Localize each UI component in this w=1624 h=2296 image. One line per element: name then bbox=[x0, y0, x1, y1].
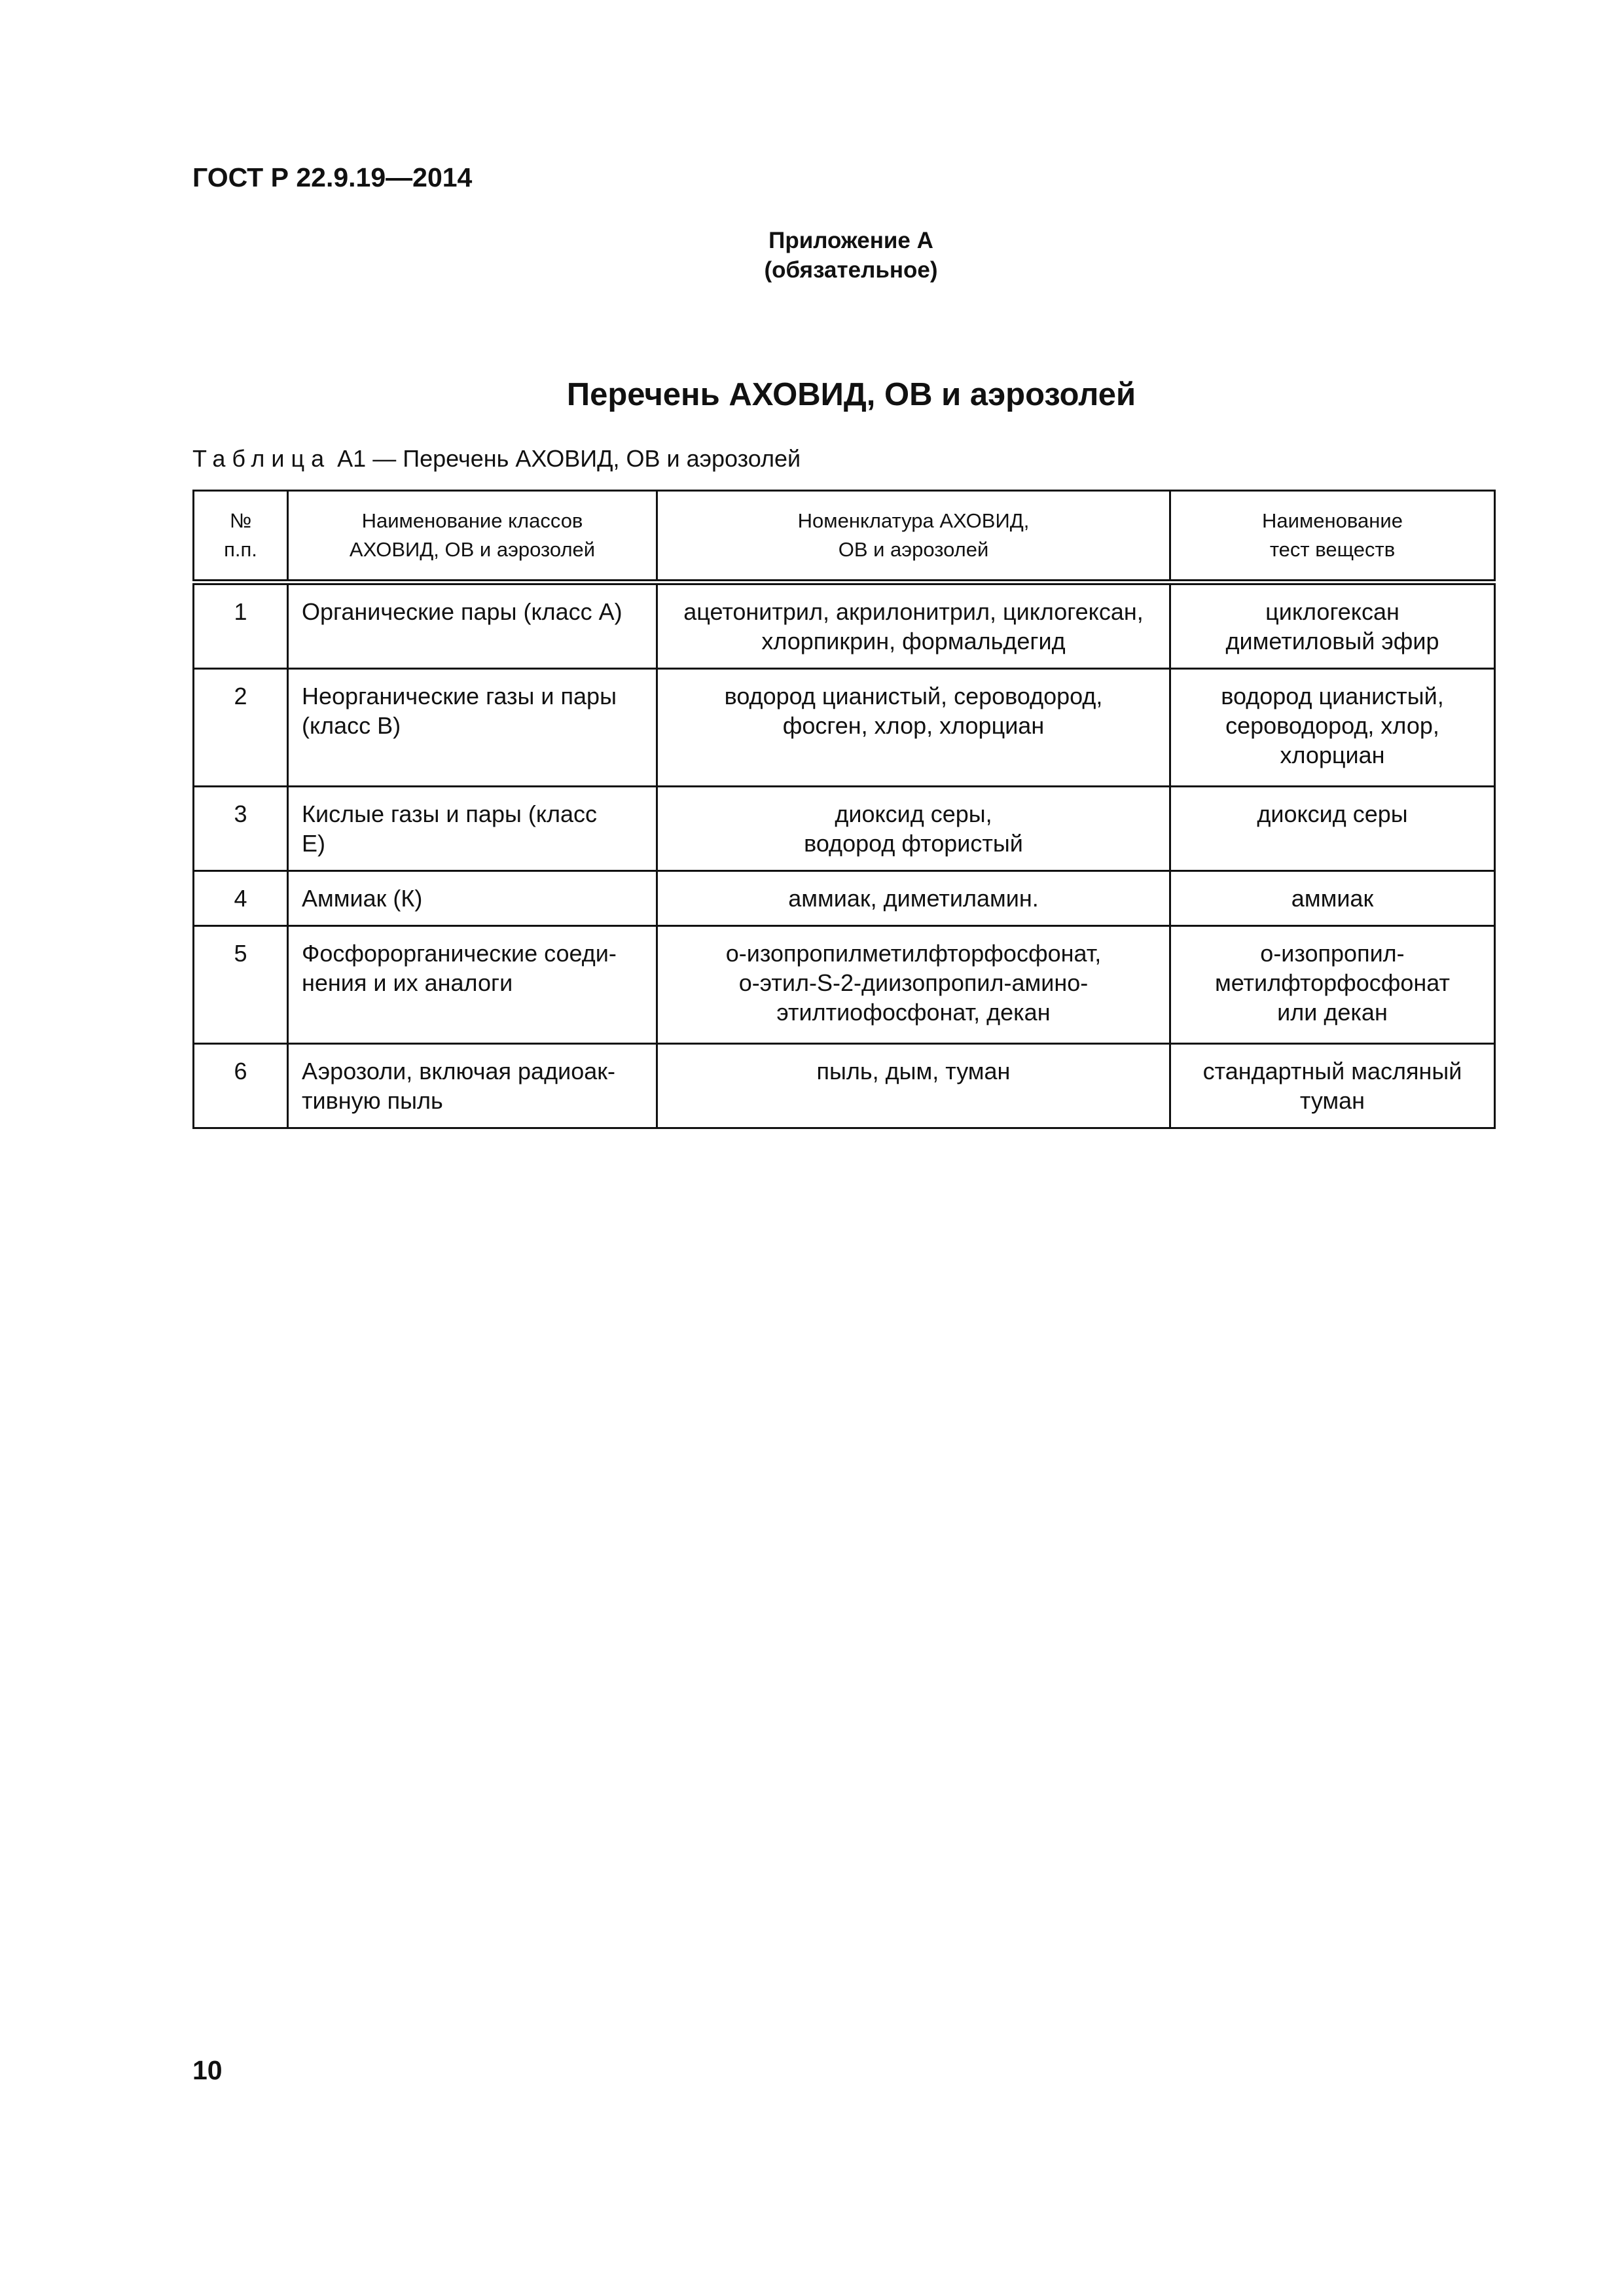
row-number-cell: 2 bbox=[194, 669, 288, 787]
appendix-status: (обязательное) bbox=[764, 257, 938, 283]
class-name-cell: Фосфорорганические соеди- нения и их аналоги bbox=[288, 926, 657, 1044]
row-number-cell: 6 bbox=[194, 1044, 288, 1128]
row-number-cell: 1 bbox=[194, 583, 288, 669]
row-number-cell: 5 bbox=[194, 926, 288, 1044]
table-row bbox=[194, 1044, 1495, 1128]
class-name-cell: Неорганические газы и пары (класс В) bbox=[288, 669, 657, 787]
table-body bbox=[194, 583, 1495, 1128]
test-substances-cell: циклогексан диметиловый эфир bbox=[1170, 583, 1495, 669]
table-row bbox=[194, 669, 1495, 787]
table-caption-text: — Перечень АХОВИД, ОВ и аэрозолей bbox=[372, 445, 801, 472]
class-name-cell: Аммиак (К) bbox=[288, 871, 657, 926]
column-header-nomenclature: Номенклатура АХОВИД, ОВ и аэрозолей bbox=[657, 491, 1170, 583]
table-row bbox=[194, 871, 1495, 926]
nomenclature-cell: о-изопропилметилфторфосфонат, о-этил-S-2-диизопропил-амино- этилтиофосфонат, декан bbox=[657, 926, 1170, 1044]
nomenclature-cell: ацетонитрил, акрилонитрил, циклогексан, хлорпикрин, формальдегид bbox=[657, 583, 1170, 669]
page-title: Перечень АХОВИД, ОВ и аэрозолей bbox=[566, 377, 1136, 412]
page-number: 10 bbox=[192, 2055, 223, 2085]
row-number-cell: 3 bbox=[194, 787, 288, 871]
nomenclature-cell: диоксид серы, водород фтористый bbox=[657, 787, 1170, 871]
table-row bbox=[194, 787, 1495, 871]
test-substances-cell: аммиак bbox=[1170, 871, 1495, 926]
document-code: ГОСТ Р 22.9.19—2014 bbox=[192, 162, 473, 192]
nomenclature-cell: пыль, дым, туман bbox=[657, 1044, 1170, 1128]
test-substances-cell: водород цианистый, сероводород, хлор, хлорциан bbox=[1170, 669, 1495, 787]
appendix-heading bbox=[753, 226, 949, 285]
table-row bbox=[194, 583, 1495, 669]
table-row bbox=[194, 926, 1495, 1044]
appendix-label: Приложение А bbox=[768, 228, 933, 253]
class-name-cell: Кислые газы и пары (класс Е) bbox=[288, 787, 657, 871]
row-number-cell: 4 bbox=[194, 871, 288, 926]
table-caption-number: А1 bbox=[337, 445, 367, 472]
nomenclature-cell: водород цианистый, сероводород, фосген, хлор, хлорциан bbox=[657, 669, 1170, 787]
table-header-row bbox=[194, 491, 1495, 583]
test-substances-cell: стандартный масляный туман bbox=[1170, 1044, 1495, 1128]
column-header-test-substances: Наименование тест веществ bbox=[1170, 491, 1495, 583]
class-name-cell: Органические пары (класс А) bbox=[288, 583, 657, 669]
substances-table bbox=[192, 490, 1496, 1129]
column-header-number: № п.п. bbox=[194, 491, 288, 583]
test-substances-cell: о-изопропил- метилфторфосфонат или декан bbox=[1170, 926, 1495, 1044]
nomenclature-cell: аммиак, диметиламин. bbox=[657, 871, 1170, 926]
table-caption-word: Таблица bbox=[192, 445, 331, 472]
table-caption bbox=[192, 445, 801, 473]
column-header-class: Наименование классов АХОВИД, ОВ и аэрозолей bbox=[288, 491, 657, 583]
class-name-cell: Аэрозоли, включая радиоак- тивную пыль bbox=[288, 1044, 657, 1128]
test-substances-cell: диоксид серы bbox=[1170, 787, 1495, 871]
